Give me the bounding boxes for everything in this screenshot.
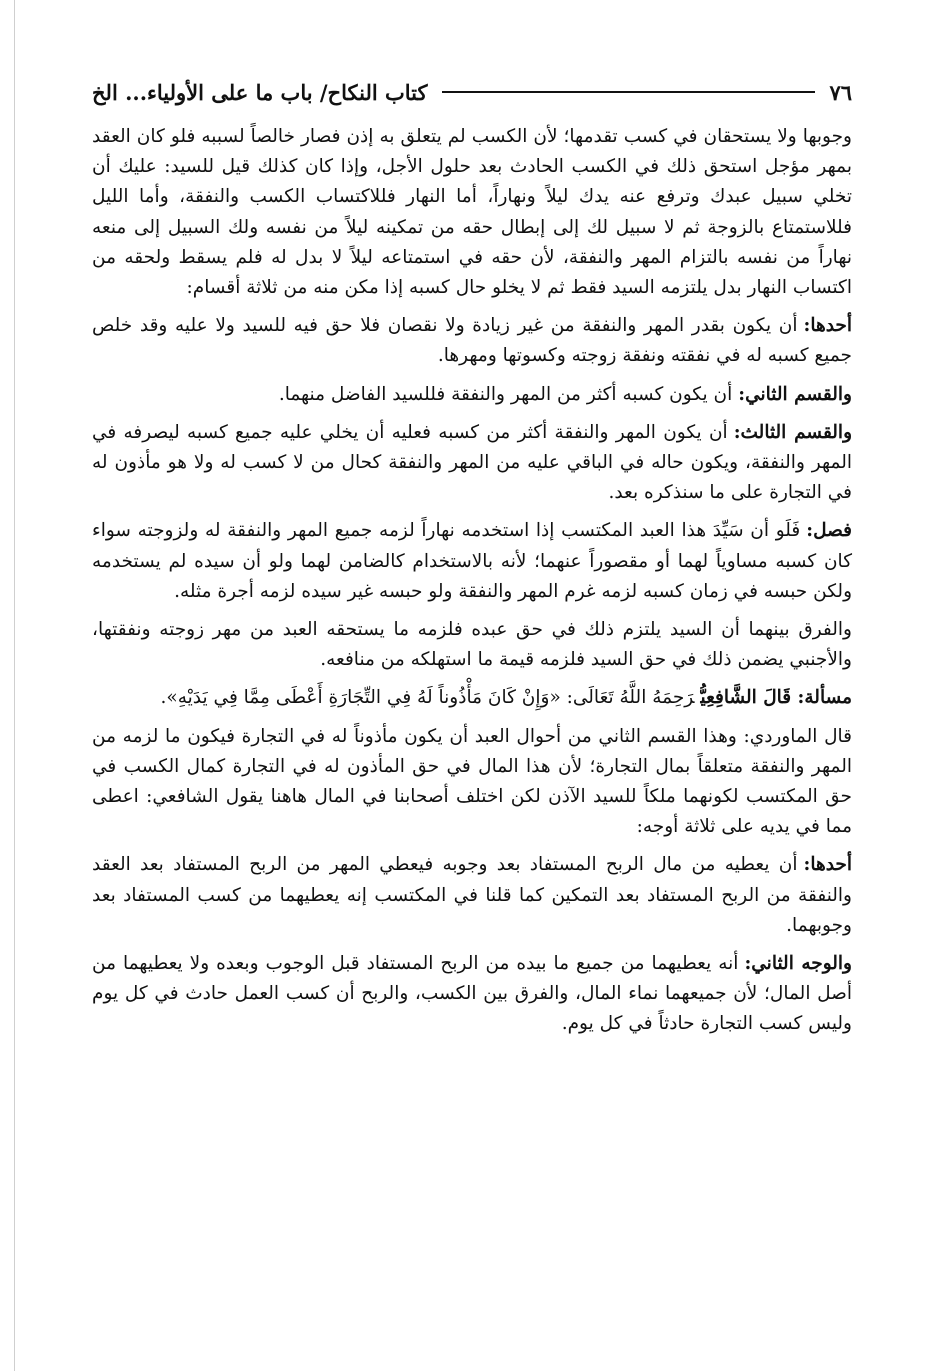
- paragraph-lead: فصل:: [806, 520, 852, 542]
- paragraph: [92, 418, 852, 509]
- page-edge-line: [14, 0, 15, 1371]
- paragraph-lead: أحدها:: [803, 854, 852, 876]
- paragraph-text: رَحِمَهُ اللَّهُ تَعَالَى: «وَإِنْ كَانَ مَأْذُوناً لَهُ فِي التِّجَارَةِ أَعْطَى مِمَّا فِي يَدَيْهِ».: [160, 687, 695, 709]
- paragraph-text: أن يكون كسبه أكثر من المهر والنفقة فللسيد الفاضل منهما.: [278, 383, 733, 405]
- running-title: كتاب النكاح/ باب ما على الأولياء... الخ: [92, 79, 428, 105]
- body-text: [92, 122, 852, 1331]
- paragraph: [92, 683, 852, 713]
- paragraph-text: فَلَو أن سَيِّدَ هذا العبد المكتسب إذا استخدمه نهاراً لزمه جميع المهر والنفقة له ولزوجته سواء كان كسبه مساوياً لهما أو مقصوراً عنهما؛ لأنه بالاستخدام كالضامن لهما ولو أن سيده لم يستخدمه ولكن حبسه في زمان كسبه لزمه غرم المهر والنفقة ولو حبسه غير سيده لزمه أجرة مثله.: [92, 520, 852, 602]
- header-rule: [442, 91, 816, 93]
- paragraph-text: والفرق بينهما أن السيد يلتزم ذلك في حق عبده فلزمه ما يستحقه العبد من مهر زوجته ونفقتها، والأجنبي يضمن ذلك في حق السيد فلزمه قيمة ما استهلكه من منافعه.: [92, 619, 852, 671]
- paragraph-text: أن يكون بقدر المهر والنفقة من غير زيادة ولا نقصان فلا حق فيه للسيد ولا عليه وقد خلص جميع كسبه له في نفقته ونفقة زوجته وكسوتها ومهرها.: [92, 315, 852, 367]
- paragraph: [92, 615, 852, 675]
- paragraph: [92, 850, 852, 941]
- paragraph-text: أن يعطيه من مال الربح المستفاد بعد وجوبه فيعطي المهر من الربح المستفاد بعد العقد والنفقة من الربح المستفاد بعد التمكين كما قلنا في المكتسب إنه يعطيهما من كسب المستفاد بعد وجوبهما.: [92, 854, 852, 936]
- paragraph-text: أن يكون المهر والنفقة أكثر من كسبه فعليه أن يخلي عليه جميع كسبه ليصرفه في المهر والنفقة، ويكون حاله في الباقي عليه من المهر والنفقة كحال من لا كسب له ولا هو مأذون له في التجارة على ما سنذكره بعد.: [92, 421, 852, 504]
- paragraph: [92, 311, 852, 371]
- paragraph-lead: والقسم الثاني:: [738, 383, 852, 405]
- paragraph-text: قال الماوردي: وهذا القسم الثاني من أحوال العبد أن يكون مأذوناً له في التجارة فيكون ما لزمه من المهر والنفقة متعلقاً بمال التجارة؛ لأن هذا المال في حق المأذون له في التجارة كمال الكسب في حق المكتسب لكونهما ملكاً للسيد الآذن لكن اختلف أصحابنا في المال هاهنا يقول الشافعي: اعطى مما في يديه على ثلاثة أوجه:: [92, 725, 852, 838]
- paragraph-text: وجوبها ولا يستحقان في كسب تقدمها؛ لأن الكسب لم يتعلق به إذن فصار خالصاً لسببه فلو كان العقد بمهر مؤجل استحق ذلك في الكسب الحادث بعد حلول الأجل، وإذا كان كذلك قيل للسيد: عليك أن تخلي سبيل عبدك وترفع عنه يدك ليلاً ونهاراً، أما النهار فللاكتساب الكسب والنفقة، وأما الليل فللاستمتاع بالزوجة ثم لا سبيل لك إلى إبطال حقه من تمكينه ليلاً من نفسه ولك السبيل إلى منعه نهاراً من نفسه بالتزام المهر والنفقة، لأن حقه في استمتاعه ليلاً لا بدل له فلم يسقط ولحقه من اكتساب النهار بدل يلتزمه السيد فقط ثم لا يخلو حال كسبه إذا مكن منه من ثلاثة أقسام:: [92, 126, 852, 299]
- paragraph-lead: والقسم الثالث:: [733, 421, 853, 443]
- paragraph: [92, 516, 852, 607]
- page-number: ٧٦: [829, 79, 852, 105]
- paragraph-lead: مسألة: قَالَ الشَّافِعِيُّ: [700, 687, 852, 709]
- paragraph: [92, 122, 852, 303]
- page-header: [92, 72, 852, 112]
- paragraph: [92, 380, 852, 410]
- paragraph-lead: والوجه الثاني:: [744, 953, 852, 975]
- paragraph-lead: أحدها:: [803, 315, 852, 337]
- paragraph-text: أنه يعطيهما من جميع ما بيده من الربح المستفاد قبل الوجوب وبعده ولا يعطيهما من أصل المال؛ لأن جميعهما نماء المال، والفرق بين الكسب، والربح أن كسب العمل حادث في كل يوم وليس كسب التجارة حادثاً في كل يوم.: [92, 953, 852, 1035]
- paragraph: [92, 949, 852, 1040]
- paragraph: [92, 722, 852, 843]
